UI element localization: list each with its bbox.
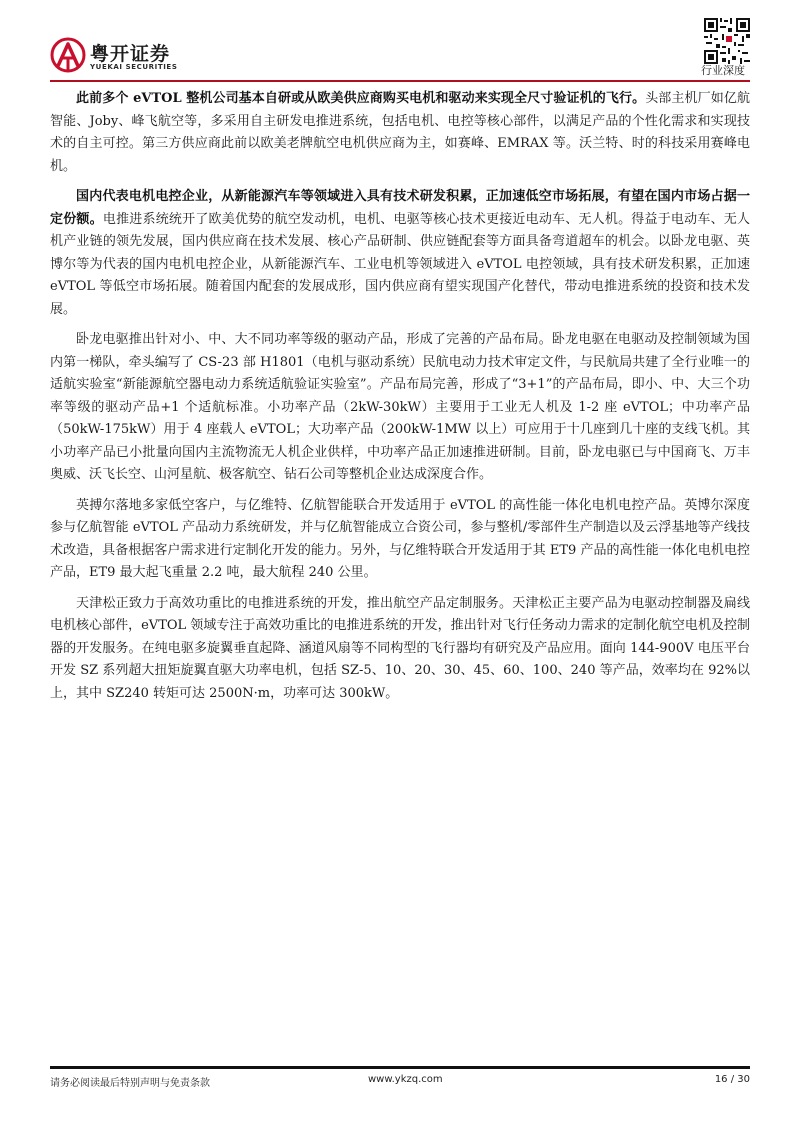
page-header — [0, 0, 793, 82]
paragraph — [50, 495, 750, 585]
section-label: 行业深度 — [701, 64, 745, 77]
paragraph-body: 头部主机厂如亿航智能、Joby、峰飞航空等，多采用自主研发电推进系统，包括电机、电控等核心部件，以满足产品的个性化需求和实现技术的自主可控。第三方供应商此前以欧美老牌航空电机供应商为主，如赛峰、EMRAX 等。沃兰特、时的科技采用赛峰电机。 — [50, 91, 750, 174]
company-logo — [50, 36, 200, 76]
paragraph — [50, 329, 750, 487]
paragraph — [50, 593, 750, 706]
paragraph — [50, 186, 750, 321]
paragraph-body: 卧龙电驱推出针对小、中、大不同功率等级的驱动产品，形成了完善的产品布局。卧龙电驱在电驱动及控制领域为国内第一梯队，牵头编写了 CS-23 部 H1801（电机与驱动系统）民航电动力技术审定文件，与民航局共建了全行业唯一的适航实验室“新能源航空器电动力系统适航验证实验室”。产品布局完善，形成了“3+1”的产品布局，即小、中、大三个功率等级的驱动产品+1 个适航标准。小功率产品（2kW-30kW）主要用于工业无人机及 1-2 座 eVTOL；中功率产品（50kW-175kW）用于 4 座载人 eVTOL；大功率产品（200kW-1MW 以上）可应用于十几座到几十座的支线飞机。其小功率产品已小批量向国内主流物流无人机企业供样，中功率产品正加速推进研制。目前，卧龙电驱已与中国商飞、万丰奥威、沃飞长空、山河星航、极客航空、钻石公司等整机企业达成深度合作。 — [50, 332, 750, 482]
footer-divider — [50, 1066, 750, 1069]
footer-page-number: 16 / 30 — [714, 1074, 750, 1085]
paragraph-body: 英搏尔落地多家低空客户，与亿维特、亿航智能联合开发适用于 eVTOL 的高性能一体化电机电控产品。英博尔深度参与亿航智能 eVTOL 产品动力系统研发，并与亿航智能成立合资公司，参与整机/零部件生产制造以及云浮基地等产线技术改造，具备根据客户需求进行定制化开发的能力。另外，与亿维特联合开发适用于其 ET9 产品的高性能一体化电机电控产品，ET9 最大起飞重量 2.2 吨，最大航程 240 公里。 — [50, 497, 750, 580]
header-divider — [50, 80, 750, 82]
paragraph — [50, 88, 750, 178]
qr-code-icon — [704, 18, 750, 64]
paragraph-body: 天津松正致力于高效功重比的电推进系统的开发，推出航空产品定制服务。天津松正主要产品为电驱动控制器及扁线电机核心部件，eVTOL 领域专注于高效功重比的电推进系统的开发，推出针对飞行任务动力需求的定制化航空电机及控制器的开发服务。在纯电驱多旋翼垂直起降、涵道风扇等不同构型的飞行器均有研究及产品应用。面向 144-900V 电压平台开发 SZ 系列超大扭矩旋翼直驱大功率电机，包括 SZ-5、10、20、30、45、60、100、240 等产品，效率均在 92%以上，其中 SZ240 转矩可达 2500N·m，功率可达 300kW。 — [50, 595, 750, 701]
footer-website: www.ykzq.com — [368, 1074, 443, 1085]
footer-disclaimer: 请务必阅读最后特别声明与免责条款 — [50, 1078, 210, 1089]
report-body — [50, 88, 750, 713]
paragraph-body: 电推进系统统开了欧美优势的航空发动机，电机、电驱等核心技术更接近电动车、无人机。得益于电动车、无人机产业链的领先发展，国内供应商在技术发展、核心产品研制、供应链配套等方面具备弯道超车的机会。以卧龙电驱、英博尔等为代表的国内电机电控企业，从新能源汽车、工业电机等领域进入 eVTOL 电控领域，具有技术研发积累，正加速 eVTOL 等低空市场拓展。随着国内配套的发展成形，国内供应商有望实现国产化替代，带动电推进系统的投资和技术发展。 — [50, 211, 750, 317]
paragraph-lead: 国内代表电机电控企业，从新能源汽车等领域进入具有技术研发积累，正加速低空市场拓展，有望在国内市场占据一定份额。 — [50, 189, 750, 227]
logo-english-name: YUEKAI SECURITIES — [90, 63, 178, 71]
logo-chinese-name: 粤开证券 — [90, 43, 171, 65]
yuekai-logo-icon — [50, 36, 86, 74]
paragraph-lead: 此前多个 eVTOL 整机公司基本自研或从欧美供应商购买电机和驱动来实现全尺寸验证机的飞行。 — [76, 91, 646, 106]
